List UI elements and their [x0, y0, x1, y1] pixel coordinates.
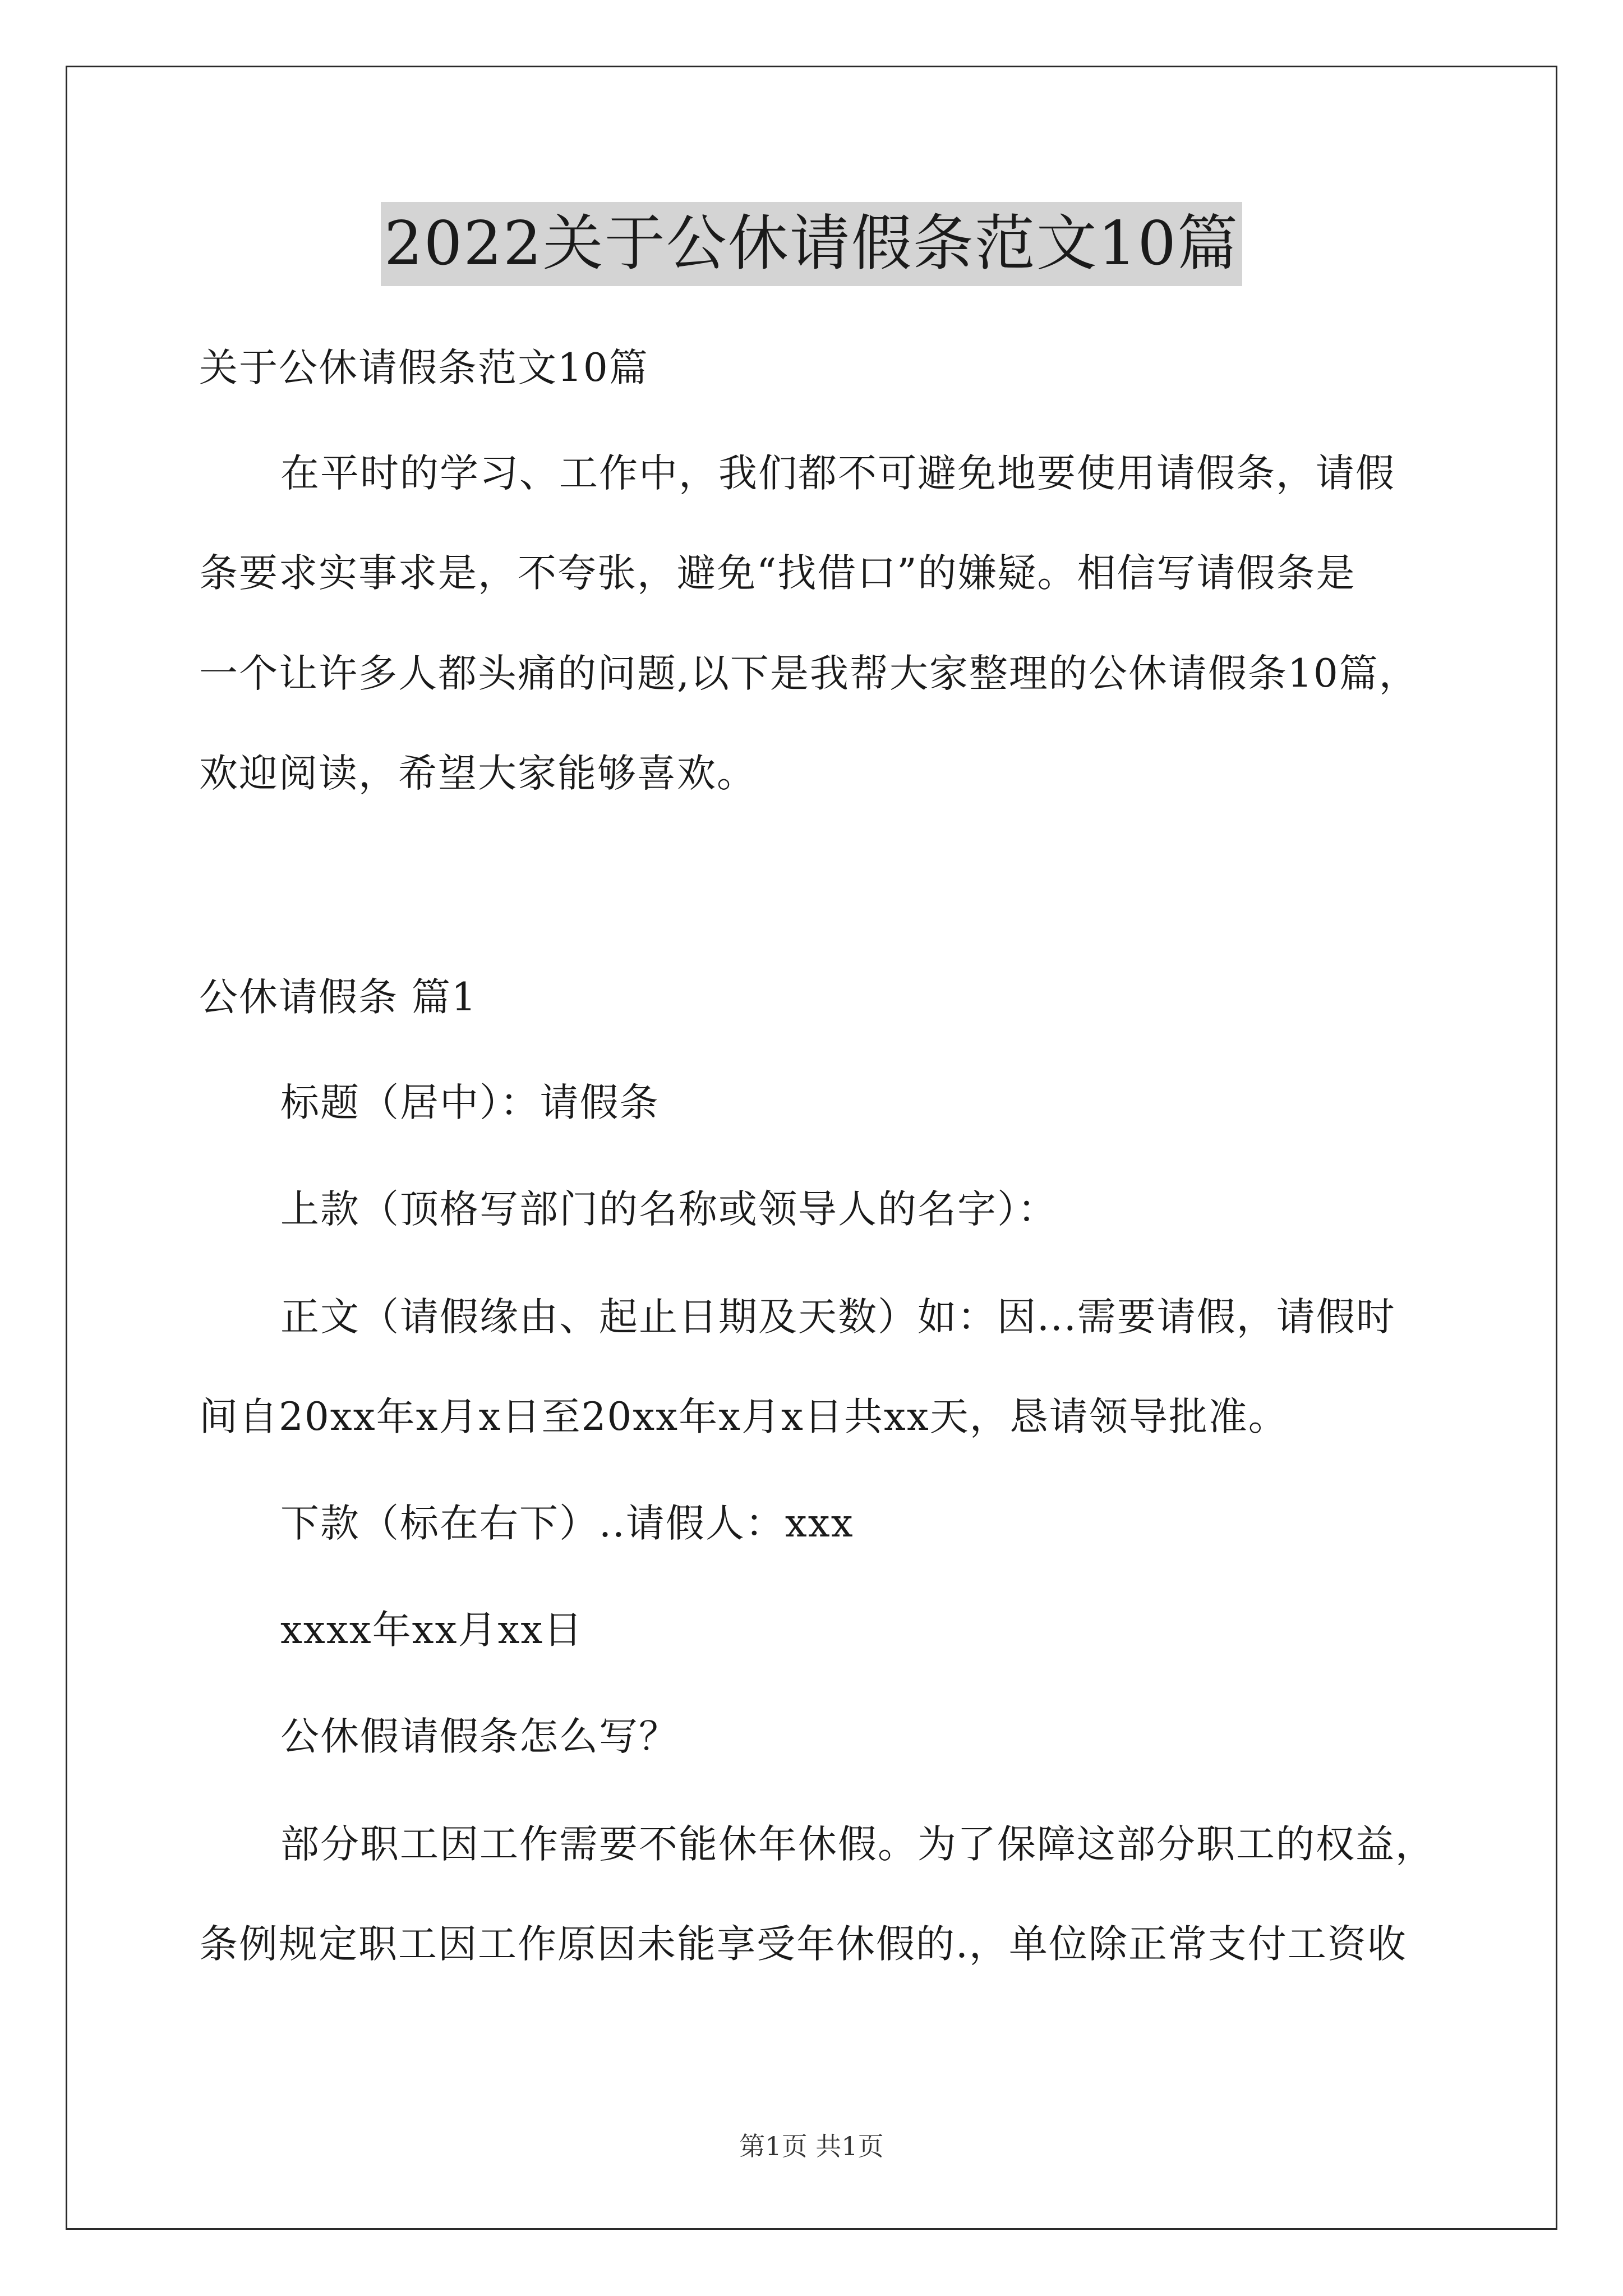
body-line-text-1: 正文（请假缘由、起止日期及天数）如：因...需要请假，请假时 [280, 1295, 1396, 1340]
document-title [0, 202, 1623, 286]
body-line-salutation: 上款（顶格写部门的名称或领导人的名字）： [280, 1187, 1058, 1232]
section-heading: 公休请假条 篇1 [199, 975, 477, 1020]
intro-line-3: 一个让许多人都头痛的问题,以下是我帮大家整理的公休请假条10篇， [199, 651, 1419, 696]
body-line-question: 公休假请假条怎么写？ [280, 1714, 679, 1759]
document-subtitle: 关于公休请假条范文10篇 [199, 346, 649, 390]
body-line-text-2: 间自20xx年x月x日至20xx年x月x日共xx天，恳请领导批准。 [199, 1395, 1288, 1439]
intro-line-4: 欢迎阅读，希望大家能够喜欢。 [199, 751, 757, 796]
body-line-title: 标题（居中）：请假条 [280, 1080, 660, 1125]
body-line-text-3: 部分职工因工作需要不能休年休假。为了保障这部分职工的权益， [280, 1822, 1435, 1867]
document-title-text: 2022关于公休请假条范文10篇 [381, 202, 1242, 286]
body-line-text-4: 条例规定职工因工作原因未能享受年休假的.，单位除正常支付工资收 [199, 1922, 1407, 1967]
intro-line-2: 条要求实事求是，不夸张，避免“找借口”的嫌疑。相信写请假条是 [199, 551, 1356, 596]
intro-line-1: 在平时的学习、工作中，我们都不可避免地要使用请假条，请假 [280, 451, 1395, 496]
body-line-date: xxxx年xx月xx日 [280, 1608, 584, 1653]
body-line-signature: 下款（标在右下）..请假人：xxx [280, 1501, 854, 1546]
page-footer: 第1页 共1页 [739, 2131, 884, 2161]
